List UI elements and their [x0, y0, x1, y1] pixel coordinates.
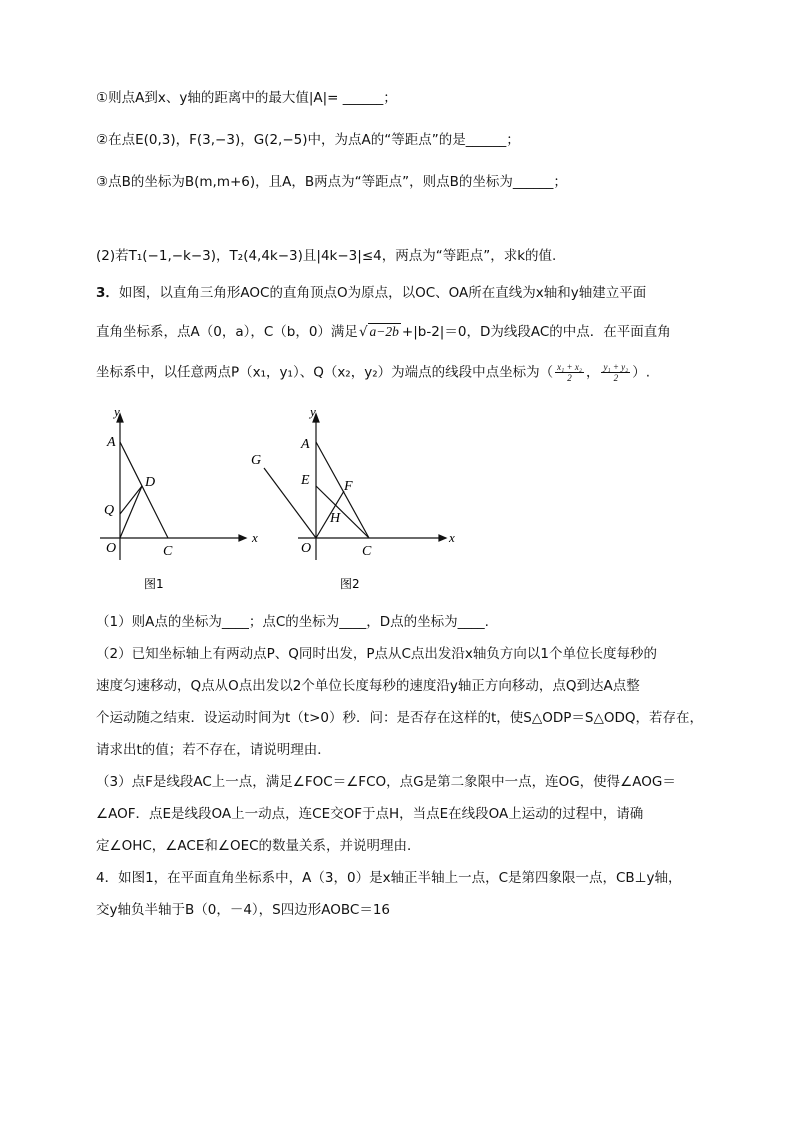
q3-sub-1: （1）则A点的坐标为____；点C的坐标为____，D点的坐标为____.	[96, 614, 489, 630]
fig2-label-O: O	[301, 541, 312, 556]
frac-y-num: y₁ + y₂	[603, 362, 629, 372]
q3-l3b: ）.	[632, 364, 651, 381]
sqrt-expression: √ a−2b	[358, 324, 399, 340]
midpoint-y-fraction	[601, 362, 630, 383]
q3-sub-2-line-3: 个运动随之结束．设运动时间为t（t>0）秒．问：是否存在这样的t，使S△ODP＝S△ODQ，若存在，	[96, 710, 703, 726]
q2-part-3: ③点B的坐标为B(m,m+6)，且A，B两点为“等距点”，则点B的坐标为______；	[96, 174, 567, 190]
q2-part-1: ①则点A到x、y轴的距离中的最大值|A|= ______；	[96, 90, 397, 106]
fig2-x-arrow	[439, 535, 446, 541]
fig2-caption: 图2	[340, 577, 360, 591]
q3-line-3	[96, 362, 650, 383]
q3-sub-3-line-1: （3）点F是线段AC上一点，满足∠FOC＝∠FCO，点G是第二象限中一点，连OG，使得∠AOG＝	[96, 774, 676, 790]
fig1-segment-OD	[120, 486, 142, 538]
fig2-label-G: G	[251, 453, 262, 468]
fig1-x-arrow	[239, 535, 246, 541]
q3-sub-3-line-2: ∠AOF．点E是线段OA上一动点，连CE交OF于点H，当点E在线段OA上运动的过程中，请确	[96, 806, 644, 822]
q3-l3a: 坐标系中，以任意两点P（x₁，y₁）、Q（x₂，y₂）为端点的线段中点坐标为（	[96, 364, 554, 381]
q4-line-1: 4．如图1，在平面直角坐标系中，A（3，0）是x轴正半轴上一点，C是第四象限一点，CB⊥y轴，	[96, 870, 682, 886]
fig2-label-E: E	[301, 473, 310, 488]
fig1-label-x: x	[252, 530, 258, 545]
fig1-label-Q: Q	[104, 503, 115, 518]
q3-l2b: +|b-2|＝0，D为线段AC的中点．在平面直角	[401, 324, 671, 340]
q3-l2a: 直角坐标系，点A（0，a），C（b，0）满足	[96, 324, 358, 340]
q3-line-1	[96, 283, 646, 303]
fig1-segment-QD	[120, 486, 142, 514]
fig1-caption: 图1	[144, 577, 164, 591]
fig1-label-D: D	[145, 475, 156, 490]
q3-number: 3．	[96, 285, 119, 301]
fig1-label-A: A	[107, 435, 116, 450]
q3-sub-2-line-2: 速度匀速移动，Q点从O点出发以2个单位长度每秒的速度沿y轴正方向移动，点Q到达A点整	[96, 678, 640, 694]
q3-l3-sep: ，	[585, 364, 600, 381]
frac-x-den: 2	[567, 373, 572, 383]
q3-sub-2-line-1: （2）已知坐标轴上有两动点P、Q同时出发，P点从C点出发沿x轴负方向以1个单位长度每秒的	[96, 646, 658, 662]
fig2-label-x: x	[449, 530, 455, 545]
frac-x-num: x₁ + x₂	[557, 362, 582, 372]
fig2-label-y: y	[310, 404, 316, 419]
fig2-label-C: C	[362, 544, 372, 559]
fig1-label-C: C	[163, 544, 173, 559]
sqrt-radicand: a−2b	[369, 324, 399, 339]
figure-2	[246, 402, 466, 592]
fig2-label-F: F	[344, 479, 353, 494]
frac-y-den: 2	[613, 373, 619, 383]
midpoint-x-fraction	[555, 362, 584, 383]
q3-line-2	[96, 322, 671, 342]
fig1-label-O: O	[106, 541, 117, 556]
figure-1	[96, 402, 266, 592]
q2-part-4: (2)若T₁(−1,−k−3)，T₂(4,4k−3)且|4k−3|≤4，两点为“等距点”，求k的值.	[96, 248, 557, 264]
q3-l1-text: 如图，以直角三角形AOC的直角顶点O为原点，以OC、OA所在直线为x轴和y轴建立平面	[118, 285, 647, 301]
fig1-segment-AC	[120, 442, 168, 538]
q2-part-2: ②在点E(0,3)，F(3,−3)，G(2,−5)中，为点A的“等距点”的是______；	[96, 132, 520, 148]
q3-sub-3-line-3: 定∠OHC，∠ACE和∠OEC的数量关系，并说明理由．	[96, 838, 421, 854]
q3-sub-2-line-4: 请求出t的值；若不存在，请说明理由．	[96, 742, 331, 758]
fig2-label-A: A	[301, 437, 310, 452]
q4-line-2: 交y轴负半轴于B（0，－4），S四边形AOBC＝16	[96, 902, 391, 918]
fig1-label-y: y	[114, 404, 120, 419]
fig2-label-H: H	[330, 511, 341, 526]
